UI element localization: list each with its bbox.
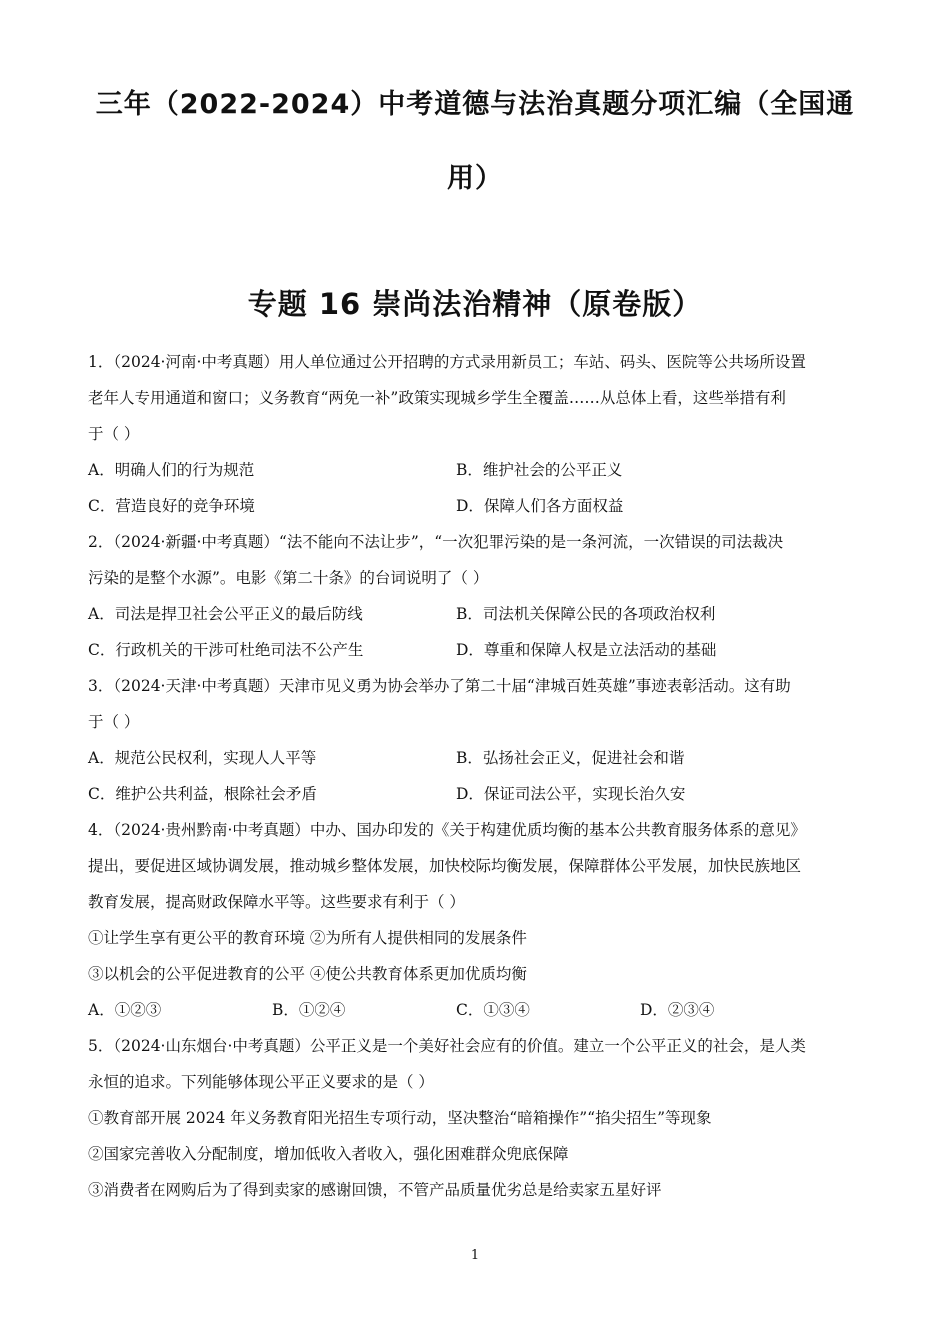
option-row <box>88 776 864 812</box>
page-number: 1 <box>470 1248 480 1263</box>
option-a: A．①②③ <box>88 1001 162 1019</box>
question-list <box>88 344 864 1208</box>
statement-line: ③以机会的公平促进教育的公平 ④使公共教育体系更加优质均衡 <box>88 965 527 983</box>
option-d: D．尊重和保障人权是立法活动的基础 <box>456 641 717 659</box>
option-c: C．维护公共利益，根除社会矛盾 <box>88 785 317 803</box>
question-text-line: 5．（2024·山东烟台·中考真题）公平正义是一个美好社会应有的价值。建立一个公平正义的社会，是人类 <box>88 1037 806 1055</box>
option-a: A．明确人们的行为规范 <box>88 461 255 479</box>
question-text-line: 污染的是整个水源”。电影《第二十条》的台词说明了（ ） <box>88 569 489 587</box>
document-title-line-2: 用） <box>447 163 503 194</box>
option-a: A．司法是捍卫社会公平正义的最后防线 <box>88 605 363 623</box>
question-text-line: 于（ ） <box>88 425 140 443</box>
question-5 <box>88 1028 864 1208</box>
statement-line: ①教育部开展 2024 年义务教育阳光招生专项行动，坚决整治“暗箱操作”“掐尖招生”等现象 <box>88 1109 712 1127</box>
document-title-line-1: 三年（2022-2024）中考道德与法治真题分项汇编（全国通 <box>95 89 855 120</box>
question-text-line: 4．（2024·贵州黔南·中考真题）中办、国办印发的《关于构建优质均衡的基本公共教育服务体系的意见》 <box>88 821 806 839</box>
option-row <box>88 596 864 632</box>
option-b: B．弘扬社会正义，促进社会和谐 <box>456 749 685 767</box>
option-d: D．②③④ <box>640 1001 715 1019</box>
question-text-line: 教育发展，提高财政保障水平等。这些要求有利于（ ） <box>88 893 465 911</box>
option-row <box>88 740 864 776</box>
option-c: C．①③④ <box>456 1001 530 1019</box>
question-text-line: 老年人专用通道和窗口；义务教育“两免一补”政策实现城乡学生全覆盖……从总体上看，这些举措有利 <box>88 389 786 407</box>
option-row <box>88 632 864 668</box>
option-b: B．司法机关保障公民的各项政治权利 <box>456 605 716 623</box>
statement-line: ①让学生享有更公平的教育环境 ②为所有人提供相同的发展条件 <box>88 929 527 947</box>
question-3 <box>88 668 864 812</box>
option-c: C．营造良好的竞争环境 <box>88 497 255 515</box>
question-text-line: 永恒的追求。下列能够体现公平正义要求的是（ ） <box>88 1073 434 1091</box>
option-b: B．①②④ <box>272 1001 346 1019</box>
question-2 <box>88 524 864 668</box>
option-a: A．规范公民权利，实现人人平等 <box>88 749 317 767</box>
question-text-line: 提出，要促进区域协调发展，推动城乡整体发展，加快校际均衡发展，保障群体公平发展，加快民族地区 <box>88 857 802 875</box>
question-text-line: 3．（2024·天津·中考真题）天津市见义勇为协会举办了第二十届“津城百姓英雄”事迹表彰活动。这有助 <box>88 677 791 695</box>
question-4 <box>88 812 864 1028</box>
section-subtitle: 专题 16 崇尚法治精神（原卷版） <box>247 287 703 321</box>
question-text-line: 2．（2024·新疆·中考真题）“法不能向不法让步”，“一次犯罪污染的是一条河流，一次错误的司法裁决 <box>88 533 784 551</box>
option-b: B．维护社会的公平正义 <box>456 461 623 479</box>
question-text-line: 于（ ） <box>88 713 140 731</box>
statement-line: ②国家完善收入分配制度，增加低收入者收入，强化困难群众兜底保障 <box>88 1145 569 1163</box>
question-1 <box>88 344 864 524</box>
option-row <box>88 488 864 524</box>
option-row <box>88 992 864 1028</box>
option-row <box>88 452 864 488</box>
question-text-line: 1．（2024·河南·中考真题）用人单位通过公开招聘的方式录用新员工；车站、码头、医院等公共场所设置 <box>88 353 806 371</box>
option-d: D．保证司法公平，实现长治久安 <box>456 785 686 803</box>
option-d: D．保障人们各方面权益 <box>456 497 624 515</box>
option-c: C．行政机关的干涉可杜绝司法不公产生 <box>88 641 364 659</box>
statement-line: ③消费者在网购后为了得到卖家的感谢回馈，不管产品质量优劣总是给卖家五星好评 <box>88 1181 662 1199</box>
